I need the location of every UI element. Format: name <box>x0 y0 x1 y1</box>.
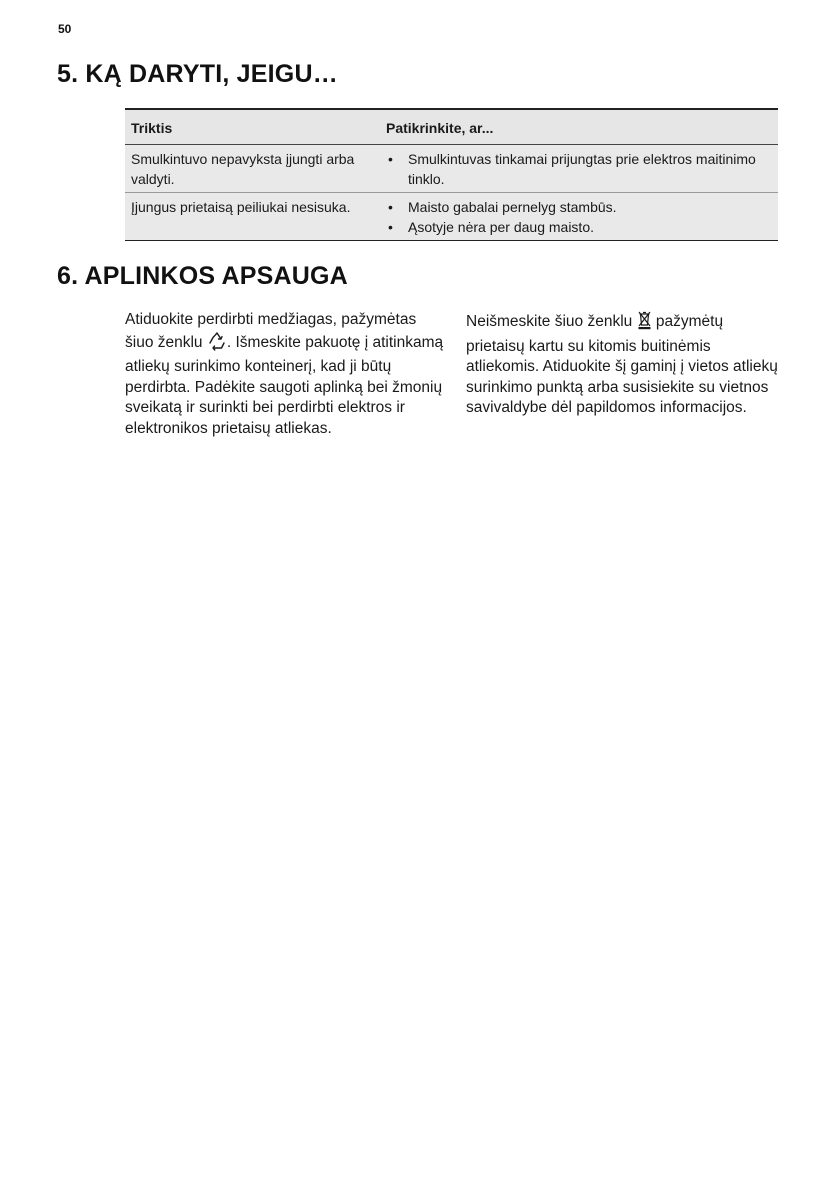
recycling-paragraph <box>125 310 445 439</box>
problem-cell: Smulkintuvo nepavyksta įjungti arba valdyti. <box>125 145 380 193</box>
paragraph-text: Neišmeskite šiuo ženklu <box>466 313 637 330</box>
section-5-title: 5. KĄ DARYTI, JEIGU… <box>57 60 338 88</box>
check-text: Ąsotyje nėra per daug maisto. <box>408 219 594 235</box>
troubleshooting-table <box>125 108 778 241</box>
table-row <box>125 145 778 193</box>
bullet: • <box>388 151 393 167</box>
bullet: • <box>388 219 393 235</box>
crossed-out-bin-icon <box>637 310 652 337</box>
recycling-icon <box>207 331 227 358</box>
problem-cell: Įjungus prietaisą peiliukai nesisuka. <box>125 193 380 241</box>
check-text: Smulkintuvas tinkamai prijungtas prie elektros maitinimo tinklo. <box>408 151 756 187</box>
header-check: Patikrinkite, ar... <box>380 109 778 145</box>
page-number: 50 <box>58 22 72 36</box>
check-cell <box>380 145 778 193</box>
paragraph-text: Atiduokite perdirbti medžiagas, pažymėtas šiuo ženklu <box>125 311 417 351</box>
list-item <box>386 217 772 237</box>
list-item <box>386 149 772 189</box>
header-problem: Triktis <box>125 109 380 145</box>
check-text: Maisto gabalai pernelyg stambūs. <box>408 199 617 215</box>
paragraph-text: pažymėtų prietaisų kartu su kitomis buitinėmis atliekomis. Atiduokite šį gaminį į vietos atliekų surinkimo punktą arba susisiekite su vietnos savivaldybe dėl papildomos informacijos. <box>466 313 778 416</box>
table-row <box>125 193 778 241</box>
list-item <box>386 197 772 217</box>
check-list <box>386 197 772 237</box>
check-list <box>386 149 772 189</box>
paragraph-text: . Išmeskite pakuotę į atitinkamą atliekų surinkimo konteinerį, kad ji būtų perdirbta. Padėkite saugoti aplinką bei žmonių sveikatą ir surinkti bei perdirbti elektros ir elektronikos prietaisų atliekas. <box>125 333 444 437</box>
section-6-title: 6. APLINKOS APSAUGA <box>57 262 348 290</box>
table-header-row <box>125 109 778 145</box>
bullet: • <box>388 199 393 215</box>
weee-paragraph <box>466 310 778 419</box>
check-cell <box>380 193 778 241</box>
